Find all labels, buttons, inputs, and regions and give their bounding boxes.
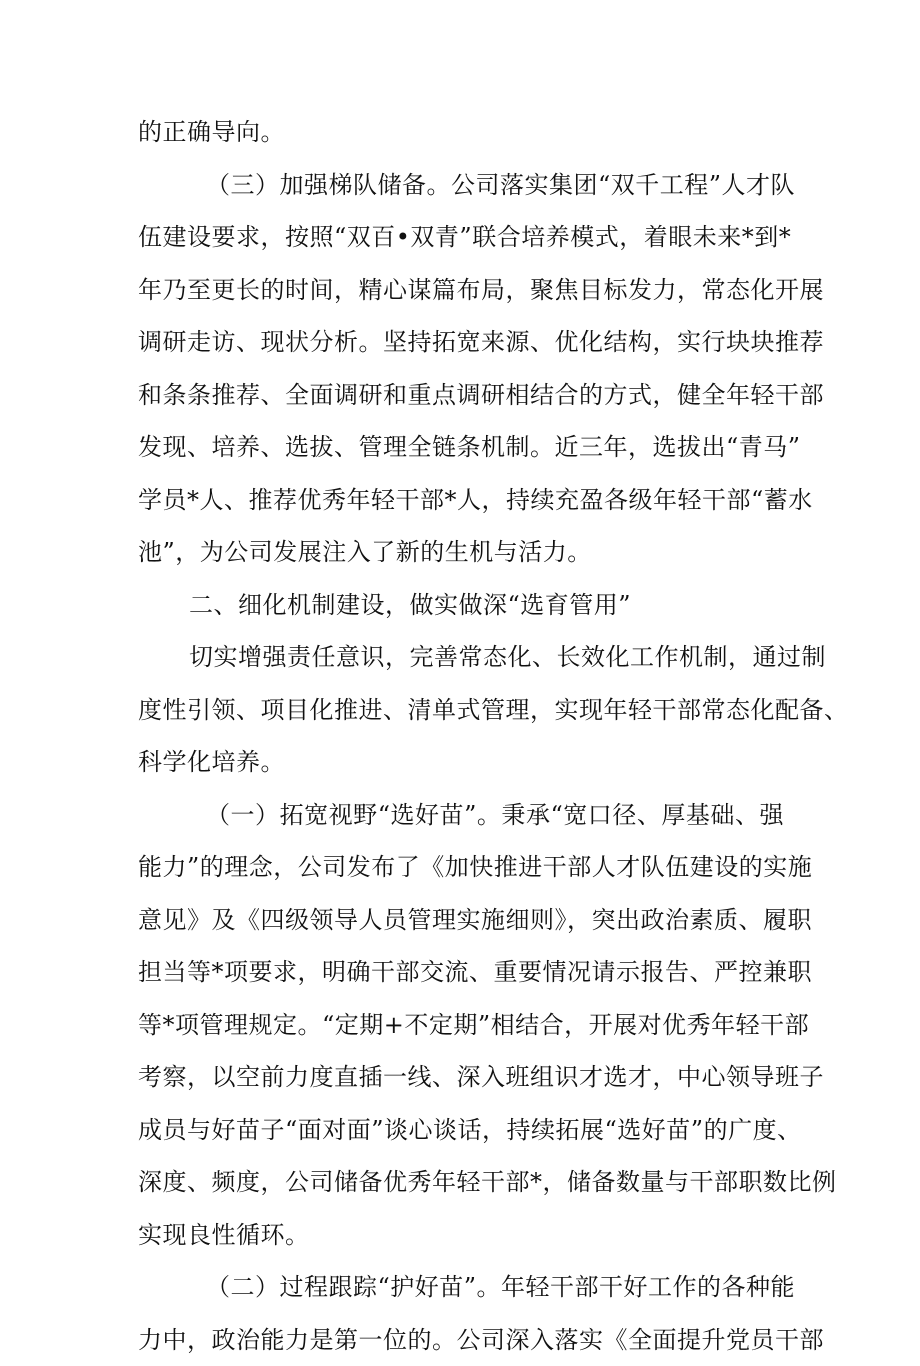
paragraph bbox=[138, 789, 784, 1262]
text-line: 力中，政治能力是第一位的。公司深入落实《全面提升党员干部 bbox=[138, 1314, 784, 1366]
text-line: 等*项管理规定。“定期+不定期”相结合，开展对优秀年轻干部 bbox=[138, 999, 784, 1052]
text-line: （一）拓宽视野“选好苗”。秉承“宽口径、厚基础、强 bbox=[138, 789, 784, 842]
text-line: （三）加强梯队储备。公司落实集团“双千工程”人才队 bbox=[138, 159, 784, 212]
text-line: 度性引领、项目化推进、清单式管理，实现年轻干部常态化配备、 bbox=[138, 684, 784, 737]
text-line: 担当等*项要求，明确干部交流、重要情况请示报告、严控兼职 bbox=[138, 946, 784, 999]
text-line: 发现、培养、选拔、管理全链条机制。近三年，选拔出“青马” bbox=[138, 421, 784, 474]
text-line: （二）过程跟踪“护好苗”。年轻干部干好工作的各种能 bbox=[138, 1261, 784, 1314]
text-line: 成员与好苗子“面对面”谈心谈话，持续拓展“选好苗”的广度、 bbox=[138, 1104, 784, 1157]
text-line: 意见》及《四级领导人员管理实施细则》，突出政治素质、履职 bbox=[138, 894, 784, 947]
paragraph bbox=[138, 159, 784, 579]
text-line: 年乃至更长的时间，精心谋篇布局，聚焦目标发力，常态化开展 bbox=[138, 264, 784, 317]
text-line: 池”，为公司发展注入了新的生机与活力。 bbox=[138, 526, 784, 579]
text-line: 和条条推荐、全面调研和重点调研相结合的方式，健全年轻干部 bbox=[138, 369, 784, 422]
text-line: 伍建设要求，按照“双百•双青”联合培养模式，着眼未来*到* bbox=[138, 211, 784, 264]
paragraph bbox=[138, 631, 784, 789]
text-line: 实现良性循环。 bbox=[138, 1209, 784, 1262]
text-line: 深度、频度，公司储备优秀年轻干部*，储备数量与干部职数比例 bbox=[138, 1156, 784, 1209]
text-line: 考察，以空前力度直插一线、深入班组识才选才，中心领导班子 bbox=[138, 1051, 784, 1104]
document-body bbox=[138, 106, 784, 1366]
text-line: 学员*人、推荐优秀年轻干部*人，持续充盈各级年轻干部“蓄水 bbox=[138, 474, 784, 527]
text-line: 二、细化机制建设，做实做深“选育管用” bbox=[138, 579, 784, 632]
document-page bbox=[138, 106, 784, 1366]
text-line: 能力”的理念，公司发布了《加快推进干部人才队伍建设的实施 bbox=[138, 841, 784, 894]
paragraph bbox=[138, 1261, 784, 1366]
paragraph bbox=[138, 106, 784, 159]
text-line: 切实增强责任意识，完善常态化、长效化工作机制，通过制 bbox=[138, 631, 784, 684]
text-line: 科学化培养。 bbox=[138, 736, 784, 789]
text-line: 调研走访、现状分析。坚持拓宽来源、优化结构，实行块块推荐 bbox=[138, 316, 784, 369]
text-line: 的正确导向。 bbox=[138, 106, 784, 159]
paragraph bbox=[138, 579, 784, 632]
